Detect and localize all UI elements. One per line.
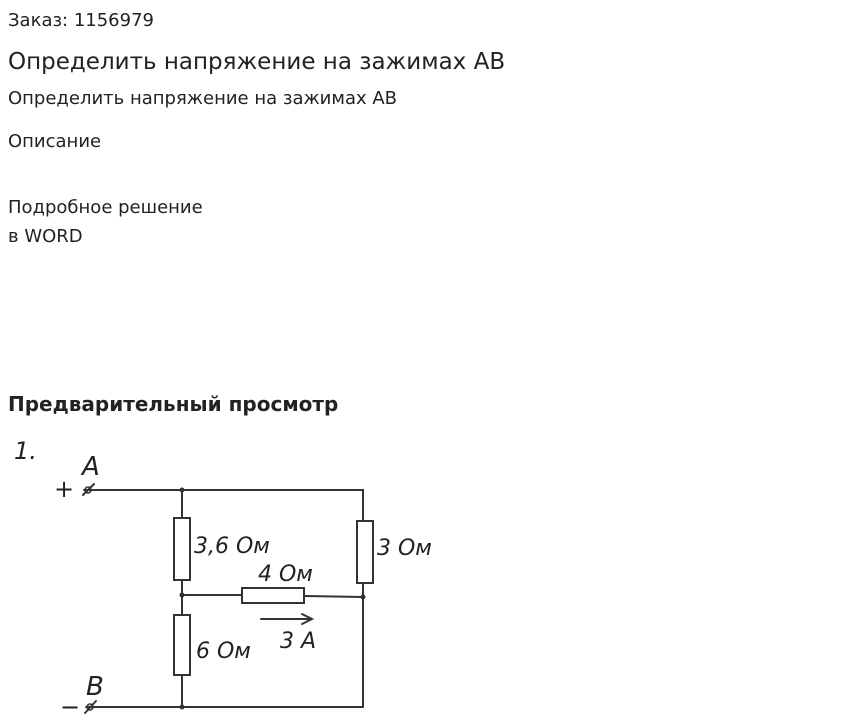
resistor-3-ohm <box>357 521 373 583</box>
description-body <box>8 193 203 251</box>
terminal-b-label: B <box>86 672 104 702</box>
r1-label: 3,6 Ом <box>194 534 270 559</box>
resistor-3-6-ohm <box>174 518 190 580</box>
top-wire <box>84 490 363 521</box>
node-dot <box>180 488 185 493</box>
page-title: Определить напряжение на зажимах АВ <box>8 49 506 75</box>
minus-sign: − <box>60 693 81 721</box>
order-number: Заказ: 1156979 <box>8 10 154 31</box>
description-heading: Описание <box>8 131 102 152</box>
preview-heading: Предварительный просмотр <box>8 392 339 416</box>
task-statement: Определить напряжение на зажимах АВ <box>8 88 398 109</box>
r4-label: 6 Ом <box>196 639 251 664</box>
description-line: в WORD <box>8 226 83 247</box>
plus-sign: + <box>54 475 75 503</box>
current-label: 3 А <box>280 629 317 654</box>
node-dot <box>361 595 366 600</box>
terminal-a-label: A <box>82 452 100 482</box>
node-dot <box>180 705 185 710</box>
resistor-4-ohm <box>242 588 304 603</box>
description-line: Подробное решение <box>8 197 203 218</box>
problem-number: 1. <box>14 437 37 465</box>
preview-image <box>8 431 433 727</box>
wire <box>304 596 363 597</box>
r2-label: 3 Ом <box>377 536 432 561</box>
node-dot <box>180 593 185 598</box>
r3-label: 4 Ом <box>258 562 313 587</box>
resistor-6-ohm <box>174 615 190 675</box>
circuit-diagram <box>8 431 432 727</box>
